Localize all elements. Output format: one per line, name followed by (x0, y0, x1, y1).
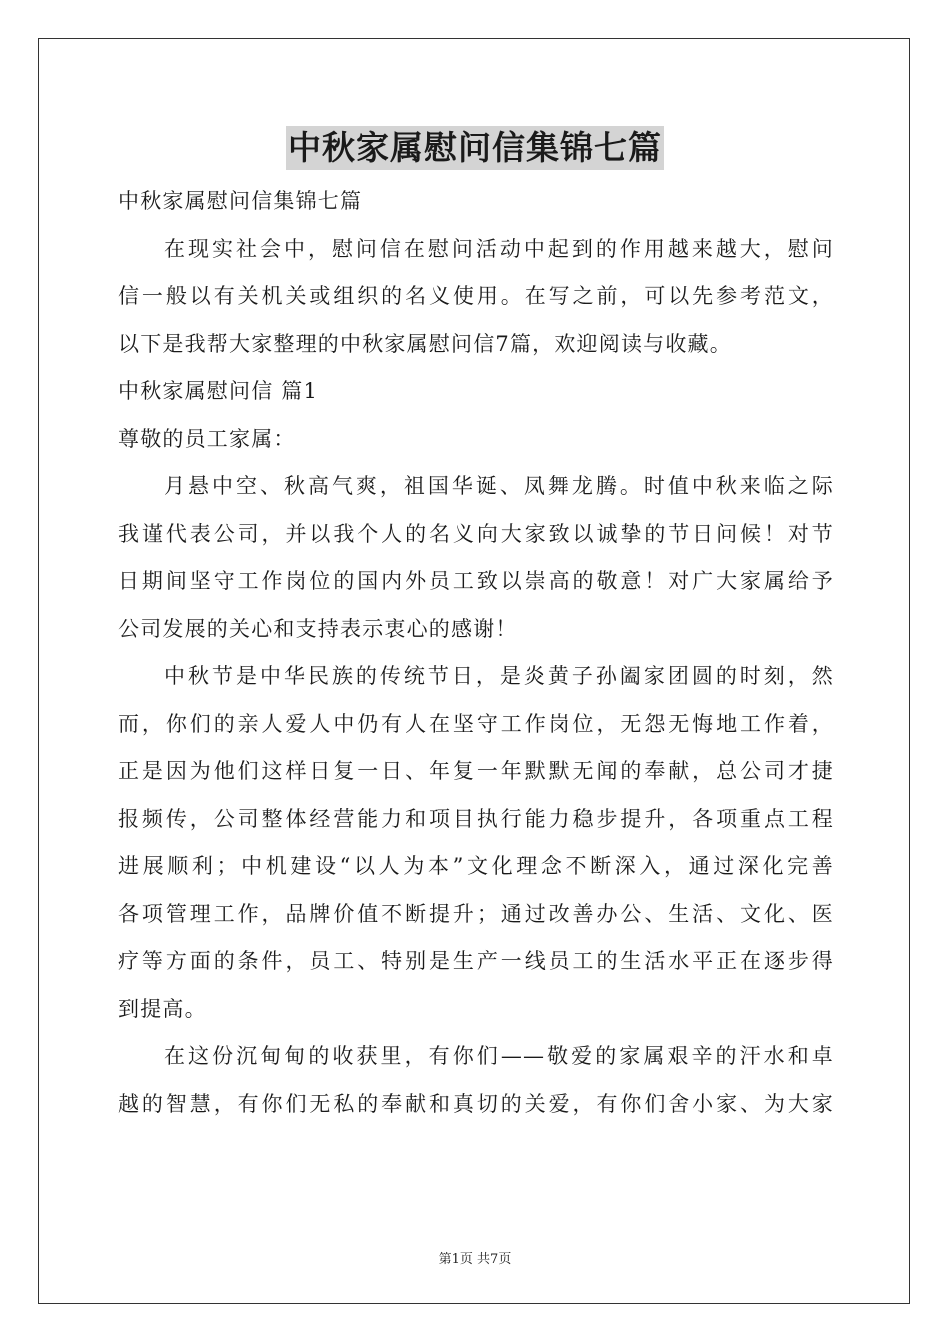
document-body (118, 178, 834, 1128)
paragraph-line: 而，你们的亲人爱人中仍有人在坚守工作岗位，无怨无悔地工作着， (118, 711, 834, 736)
intro-paragraph (118, 226, 834, 369)
paragraph-line: 以下是我帮大家整理的中秋家属慰问信7篇，欢迎阅读与收藏。 (118, 331, 732, 356)
title-wrap (0, 126, 950, 170)
salutation: 尊敬的员工家属： (118, 426, 296, 451)
document-subtitle: 中秋家属慰问信集锦七篇 (118, 189, 363, 213)
paragraph-line: 在现实社会中，慰问信在慰问活动中起到的作用越来越大，慰问 (164, 236, 834, 261)
paragraph-line: 我谨代表公司，并以我个人的名义向大家致以诚挚的节日问候！对节 (118, 521, 834, 546)
paragraph-line: 报频传，公司整体经营能力和项目执行能力稳步提升，各项重点工程 (118, 806, 834, 831)
paragraph-line: 疗等方面的条件，员工、特别是生产一线员工的生活水平正在逐步得 (118, 949, 834, 973)
paragraph-line: 到提高。 (118, 996, 207, 1021)
body-paragraph-3 (118, 1033, 834, 1128)
section-heading: 中秋家属慰问信 篇1 (118, 379, 319, 403)
body-paragraph-1 (118, 463, 834, 653)
document-title: 中秋家属慰问信集锦七篇 (286, 126, 664, 170)
paragraph-line: 信一般以有关机关或组织的名义使用。在写之前，可以先参考范文， (118, 284, 834, 308)
paragraph-line: 各项管理工作，品牌价值不断提升；通过改善办公、生活、文化、医 (118, 901, 834, 926)
paragraph-line: 公司发展的关心和支持表示衷心的感谢！ (118, 616, 518, 641)
paragraph-line: 在这份沉甸甸的收获里，有你们——敬爱的家属艰辛的汗水和卓 (164, 1044, 834, 1068)
body-paragraph-2 (118, 653, 834, 1033)
page-footer: 第1页 共7页 (438, 1252, 512, 1267)
paragraph-line: 进展顺利；中机建设“以人为本”文化理念不断深入，通过深化完善 (118, 854, 834, 878)
paragraph-line: 中秋节是中华民族的传统节日，是炎黄子孙阖家团圆的时刻，然 (164, 664, 834, 688)
paragraph-line: 日期间坚守工作岗位的国内外员工致以崇高的敬意！对广大家属给予 (118, 569, 834, 593)
paragraph-line: 越的智慧，有你们无私的奉献和真切的关爱，有你们舍小家、为大家 (118, 1091, 834, 1116)
paragraph-line: 正是因为他们这样日复一日、年复一年默默无闻的奉献，总公司才捷 (118, 759, 834, 783)
paragraph-line: 月悬中空、秋高气爽，祖国华诞、凤舞龙腾。时值中秋来临之际 (164, 474, 834, 498)
